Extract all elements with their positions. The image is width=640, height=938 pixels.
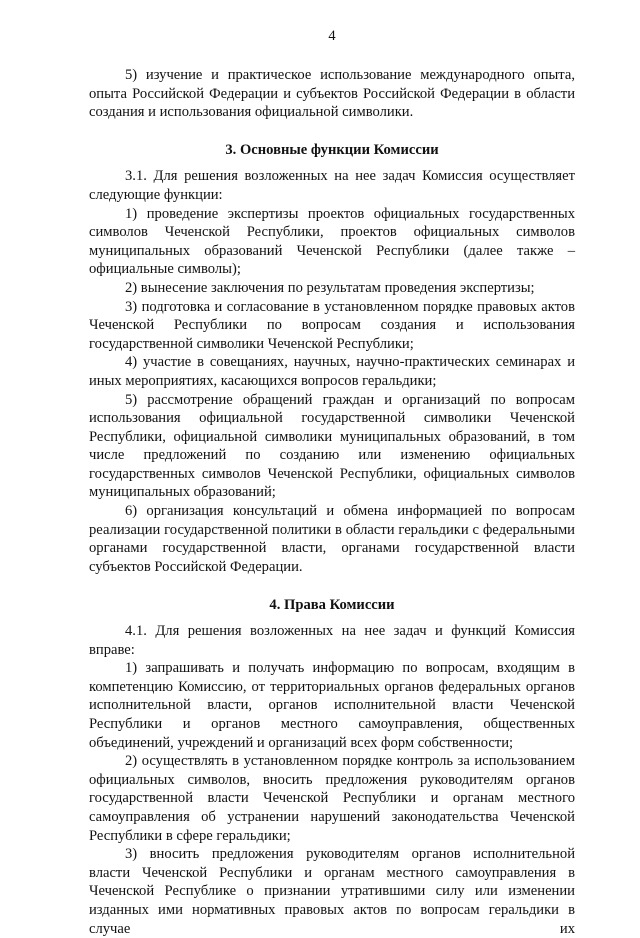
page-number: 4 [328, 28, 336, 44]
section-4-lead: 4.1. Для решения возложенных на нее задач и функций Комиссия вправе: [89, 623, 575, 658]
section-4-item-1: 1) запрашивать и получать информацию по вопросам, входящим в компетенцию Комиссию, от территориальных органов федеральных органов исполнительной власти, органов исполнительной власти Чеченской Республики и органов местного самоуправления, общественных объединений, учреждений и организаций всех форм собственности; [89, 660, 575, 751]
section-3-item-4: 4) участие в совещаниях, научных, научно-практических семинарах и иных мероприятиях, касающихся вопросов геральдики; [89, 354, 575, 389]
section-4-item-3: 3) вносить предложения руководителям органов исполнительной власти Чеченской Республики и органам местного самоуправления в Чеченской Республике о признании утратившими силу или изменении изданных ими нормативных правовых актов по вопросам геральдики в случае их [89, 846, 575, 937]
section-4-item-2: 2) осуществлять в установленном порядке контроль за использованием официальных символов, вносить предложения руководителям органов государственной власти Чеченской Республики и органам местного самоуправления об устранении нарушений законодательства Чеченской Республики в сфере геральдики; [89, 753, 575, 844]
paragraph-intro-item-5: 5) изучение и практическое использование международного опыта, опыта Российской Федерации и субъектов Российской Федерации в области создания и использования официальной символики. [89, 67, 575, 121]
section-3-lead: 3.1. Для решения возложенных на нее задач Комиссия осуществляет следующие функции: [89, 168, 575, 203]
section-3-item-3: 3) подготовка и согласование в установленном порядке правовых актов Чеченской Республики по вопросам создания и использования государственной символики Чеченской Республики; [89, 298, 575, 352]
section-3-item-5: 5) рассмотрение обращений граждан и организаций по вопросам использования официальной государственной символики Чеченской Республики, официальной символики муниципальных образований, в том числе предложений по созданию или изменению официальных государственных символов Чеченской Республики, официальных символов муниципальных образований; [89, 391, 575, 501]
section-3-item-2: 2) вынесение заключения по результатам проведения экспертизы; [125, 279, 535, 296]
section-3-heading: 3. Основные функции Комиссии [225, 141, 439, 158]
document-body [89, 66, 575, 938]
section-3-item-1: 1) проведение экспертизы проектов официальных государственных символов Чеченской Республики, проектов официальных символов муниципальных образований Чеченской Республики (далее также – официальные символы); [89, 205, 575, 278]
section-4-heading: 4. Права Комиссии [269, 597, 395, 614]
section-3-item-6: 6) организация консультаций и обмена информацией по вопросам реализации государственной политики в области геральдики с федеральными органами государственной власти, органами государственной власти субъектов Российской Федерации. [89, 503, 575, 575]
